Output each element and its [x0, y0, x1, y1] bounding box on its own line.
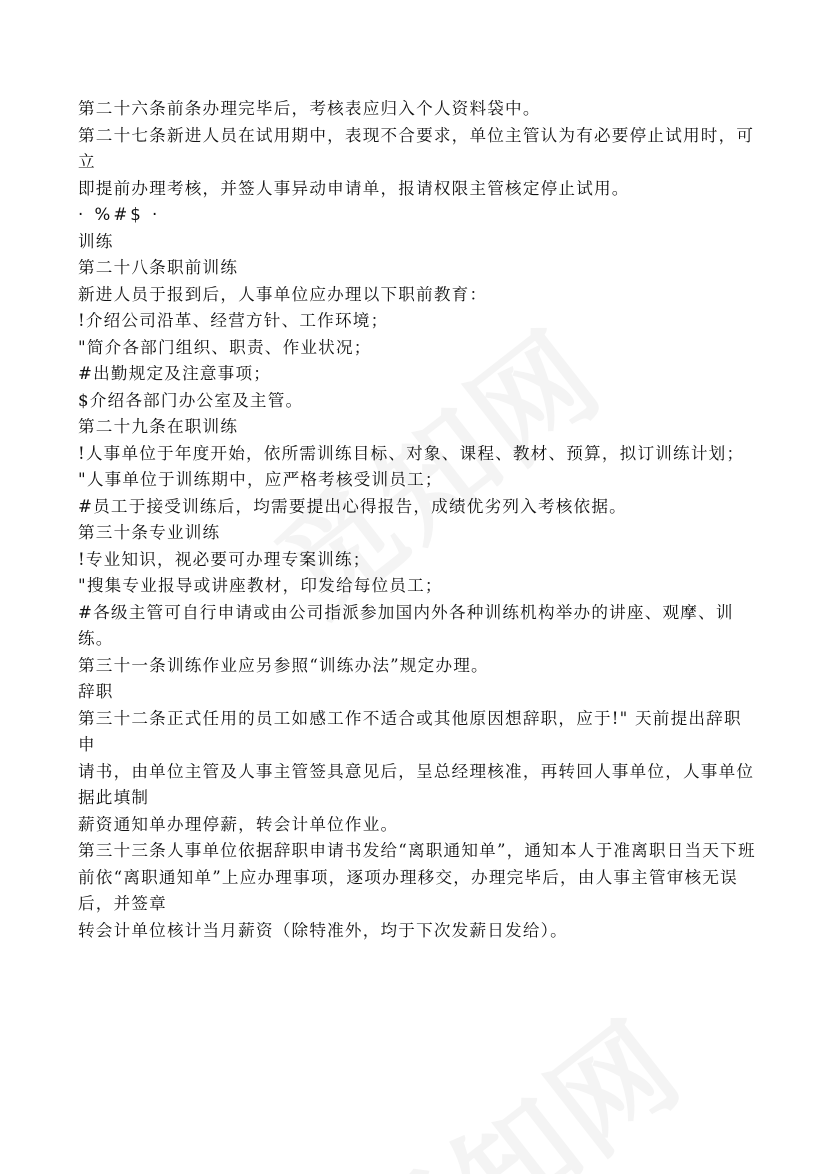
- paragraph-line: 薪资通知单办理停薪，转会计单位作业。: [78, 814, 399, 834]
- list-item: !专业知识，视必要可办理专案训练；: [78, 549, 371, 569]
- paragraph-line: 请书，由单位主管及人事主管签具意见后，呈总经理核准，再转回人事单位，人事单位据此填制: [78, 761, 755, 807]
- article-heading: 第二十八条职前训练: [78, 258, 239, 277]
- list-item: "简介各部门组织、职责、作业状况；: [78, 337, 372, 357]
- paragraph-line: 第三十一条训练作业应另参照“训练办法”规定办理。: [78, 655, 489, 675]
- article-heading: 第三十条专业训练: [78, 523, 221, 542]
- page-separator: · %#$ ·: [78, 205, 161, 224]
- list-item: "搜集专业报导或讲座教材，印发给每位员工；: [78, 576, 443, 595]
- list-item: !介绍公司沿革、经营方针、工作环境；: [78, 311, 389, 330]
- list-item: $介绍各部门办公室及主管。: [78, 390, 304, 410]
- section-heading: 训练: [78, 231, 114, 251]
- list-item: #出勤规定及注意事项；: [78, 364, 272, 383]
- paragraph-line: 即提前办理考核，并签人事异动申请单，报请权限主管核定停止试用。: [78, 178, 630, 198]
- document-body: [78, 96, 758, 944]
- article-heading: 第二十九条在职训练: [78, 417, 239, 436]
- paragraph-line: 第二十六条前条办理完毕后，考核表应归入个人资料袋中。: [78, 99, 541, 118]
- paragraph-line: 第三十三条人事单位依据辞职申请书发给“离职通知单”，通知本人于准离职日当天下班: [78, 841, 756, 860]
- paragraph-line: 前依“离职通知单”上应办理事项，逐项办理移交，办理完毕后，由人事主管审核无误后，并签章: [78, 867, 738, 913]
- list-item: #员工于接受训练后，均需要提出心得报告，成绩优劣列入考核依据。: [78, 496, 627, 516]
- paragraph-line: 新进人员于报到后，人事单位应办理以下职前教育：: [78, 284, 488, 304]
- section-heading: 辞职: [78, 682, 114, 701]
- paragraph-line: 第二十七条新进人员在试用期中，表现不合要求，单位主管认为有必要停止试用时，可立: [78, 125, 755, 171]
- watermark: [316, 975, 709, 1174]
- list-item: "人事单位于训练期中，应严格考核受训员工；: [78, 470, 443, 489]
- list-item: #各级主管可自行申请或由公司指派参加国内外各种训练机构举办的讲座、观摩、训练。: [78, 602, 734, 648]
- list-item: !人事单位于年度开始，依所需训练目标、对象、课程、教材、预算，拟订训练计划；: [78, 443, 745, 463]
- paragraph-line: 转会计单位核计当月薪资（除特准外，均于下次发薪日发给）。: [78, 920, 568, 940]
- paragraph-line: 第三十二条正式任用的员工如感工作不适合或其他原因想辞职，应于!" 天前提出辞职申: [78, 708, 742, 754]
